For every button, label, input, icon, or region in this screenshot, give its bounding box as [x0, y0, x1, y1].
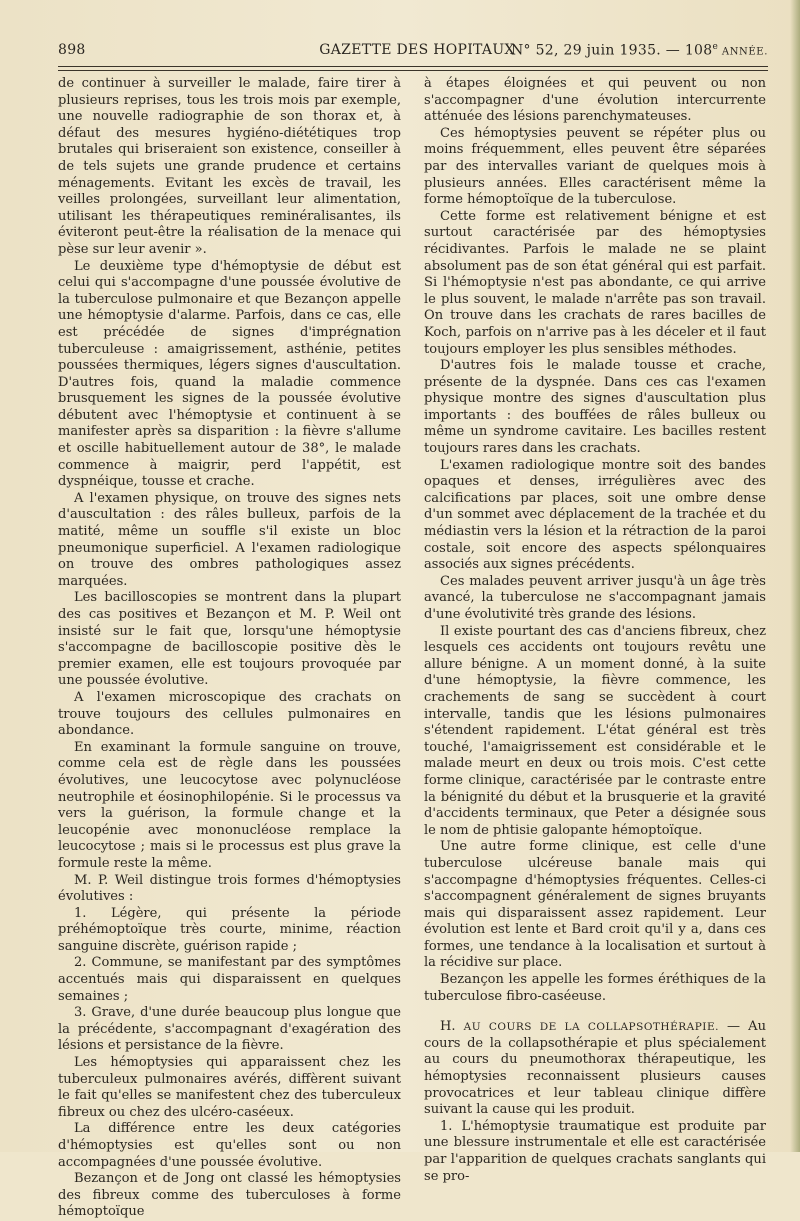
list-item: 2. Commune, se manifestant par des symptômes accentués mais qui disparaissent en quelques semaines ; [58, 955, 401, 1004]
paragraph: Il existe pourtant des cas d'anciens fibreux, chez lesquels ces accidents ont toujours revêtu une allure bénigne. A un moment donné, à la suite d'une hémoptysie, la fièvre commence, les crachements de sang se succèdent à court intervalle, tandis que les lésions pulmonaires s'étendent rapidement. L'état général est très touché, l'amaigrissement est considérable et le malade meurt en deux ou trois mois. C'est cette forme clinique, caractérisée par le contraste entre la bénignité du début et la brusquerie et la gravité d'accidents terminaux, que Peter a désignée sous le nom de phtisie galopante hémoptoïque. [424, 623, 766, 838]
paragraph: Les hémoptysies qui apparaissent chez les tuberculeux pulmonaires avérés, diffèrent suivant le fait qu'elles se manifestent chez des tuberculeux fibreux ou chez des ulcéro-caséeux. [58, 1055, 401, 1120]
paragraph: A l'examen microscopique des crachats on trouve toujours des cellules pulmonaires en abondance. [58, 689, 401, 739]
paragraph: Une autre forme clinique, est celle d'une tuberculose ulcéreuse banale mais qui s'accompagne d'hémoptysies fréquentes. Celles-ci s'accompagnent généralement de signes bruyants mais qui disparaissent assez rapidement. Leur évolution est lente et Bard croit qu'il y a, dans ces formes, une tendance à la localisation et surtout à la récidive sur place. [424, 839, 766, 971]
paragraph: Ces hémoptysies peuvent se répéter plus ou moins fréquemment, elles peuvent être séparées par des intervalles variant de quelques mois à plusieurs années. Elles caractérisent même la forme hémoptoïque de la tuberculose. [424, 125, 766, 208]
paragraph: de continuer à surveiller le malade, faire tirer à plusieurs reprises, tous les trois mois par exemple, une nouvelle radiographie de son thorax et, à défaut des mesures hygiéno-diététiques trop brutales qui briseraient son existence, conseiller à de tels sujets une grande prudence et certains ménagements. Evitant les excès de travail, les veilles prolongées, surveillant leur alimentation, utilisant les thérapeutiques reminéralisantes, ils éviteront peut-être la réalisation de la menace qui pèse sur leur avenir ». [58, 76, 401, 257]
list-item: 1. Légère, qui présente la période préhémoptoïque très courte, minime, réaction sanguine discrète, guérison rapide ; [58, 905, 401, 954]
issue-info: N° 52, 29 juin 1935. — 108e ANNÉE. [510, 42, 768, 59]
paragraph: D'autres fois le malade tousse et crache, présente de la dyspnée. Dans ces cas l'examen physique montre des signes d'auscultation plus importants : des bouffées de râles bulleux ou même un syndrome cavitaire. Les bacilles restent toujours rares dans les crachats. [424, 358, 766, 457]
section-title: AU COURS DE LA COLLAPSOTHÉRAPIE. [463, 1021, 719, 1034]
paragraph: Les bacilloscopies se montrent dans la plupart des cas positives et Bezançon et M. P. Weil ont insisté sur le fait que, lorsqu'une hémoptysie s'accompagne de bacilloscopie positive dès le premier examen, elle est toujours provoquée par une poussée évolutive. [58, 590, 401, 689]
paragraph: La différence entre les deux catégories d'hémoptysies est qu'elles sont ou non accompagnées d'une poussée évolutive. [58, 1121, 401, 1170]
paragraph: à étapes éloignées et qui peuvent ou non s'accompagner d'une évolution intercurrente atténuée des lésions parenchymateuses. [424, 76, 766, 125]
paragraph: Cette forme est relativement bénigne et est surtout caractérisée par des hémoptysies récidivantes. Parfois le malade ne se plaint absolument pas de son état général qui est parfait. Si l'hémoptysie n'est pas abondante, ce qui arrive le plus souvent, le malade n'arrête pas son travail. On trouve dans les crachats de rares bacilles de Koch, parfois on n'arrive pas à les déceler et il faut toujours employer les plus sensibles méthodes. [424, 208, 766, 357]
paragraph: Bezançon les appelle les formes éréthiques de la tuberculose fibro-caséeuse. [424, 972, 766, 1004]
paragraph: Le deuxième type d'hémoptysie de début est celui qui s'accompagne d'une poussée évolutive de la tuberculose pulmonaire et que Bezançon appelle une hémoptysie d'alarme. Parfois, dans ce cas, elle est précédée de signes d'imprégnation tuberculeuse : amaigrissement, asthénie, petites poussées thermiques, légers signes d'auscultation. D'autres fois, quand la maladie commence brusquement les signes de la poussée évolutive débutent avec l'hémoptysie et continuent à se manifester après sa disparition : la fièvre s'allume et oscille habituellement autour de 38°, le malade commence à maigrir, perd l'appétit, est dyspnéique, tousse et crache. [58, 258, 401, 490]
paragraph: L'examen radiologique montre soit des bandes opaques et denses, irrégulières avec des calcifications par places, soit une ombre dense d'un sommet avec déplacement de la trachée et du médiastin vers la lésion et la rétraction de la paroi costale, soit encore des aspects spélonquaires associés aux signes précédents. [424, 457, 766, 573]
page-number: 898 [58, 42, 86, 58]
paragraph: A l'examen physique, on trouve des signes nets d'auscultation : des râles bulleux, parfois de la matité, même un souffle s'il existe un bloc pneumonique superficiel. A l'examen radiologique on trouve des ombres pathologiques assez marquées. [58, 490, 401, 589]
right-column [424, 76, 766, 1185]
paragraph: Bezançon et de Jong ont classé les hémoptysies des fibreux comme des tuberculoses à forme hémoptoïque [58, 1171, 401, 1220]
left-column [58, 76, 401, 1221]
section-letter: H. [440, 1019, 456, 1035]
header-rule-secondary [58, 70, 768, 71]
paragraph: Ces malades peuvent arriver jusqu'à un âge très avancé, la tuberculose ne s'accompagnant jamais d'une évolutivité très grande des lésions. [424, 573, 766, 622]
section-text: — Au cours de la collapsothérapie et plus spécialement au cours du pneumothorax thérapeutique, les hémoptysies reconnaissent plusieurs causes provocatrices et leur tableau clinique diffère suivant la cause qui les produit. [424, 1019, 766, 1118]
paragraph: En examinant la formule sanguine on trouve, comme cela est de règle dans les poussées évolutives, une leucocytose avec polynucléose neutrophile et éosinophilopénie. Si le processus va vers la guérison, la formule change et la leucopénie avec mononucléose remplace la leucocytose ; mais si le processus est plus grave la formule reste la même. [58, 739, 401, 871]
page-edge-shadow [790, 0, 800, 1152]
list-item: 1. L'hémoptysie traumatique est produite par une blessure instrumentale et elle est caractérisée par l'apparition de quelques crachats sanglants qui se pro- [424, 1118, 766, 1184]
list-item: 3. Grave, d'une durée beaucoup plus longue que la précédente, s'accompagnant d'exagération des lésions et persistance de la fièvre. [58, 1005, 401, 1054]
section-heading-paragraph [424, 1019, 766, 1119]
header-rule [58, 66, 768, 67]
paragraph: M. P. Weil distingue trois formes d'hémoptysies évolutives : [58, 872, 401, 905]
journal-title: GAZETTE DES HOPITAUX [319, 42, 515, 58]
running-header [58, 40, 768, 64]
